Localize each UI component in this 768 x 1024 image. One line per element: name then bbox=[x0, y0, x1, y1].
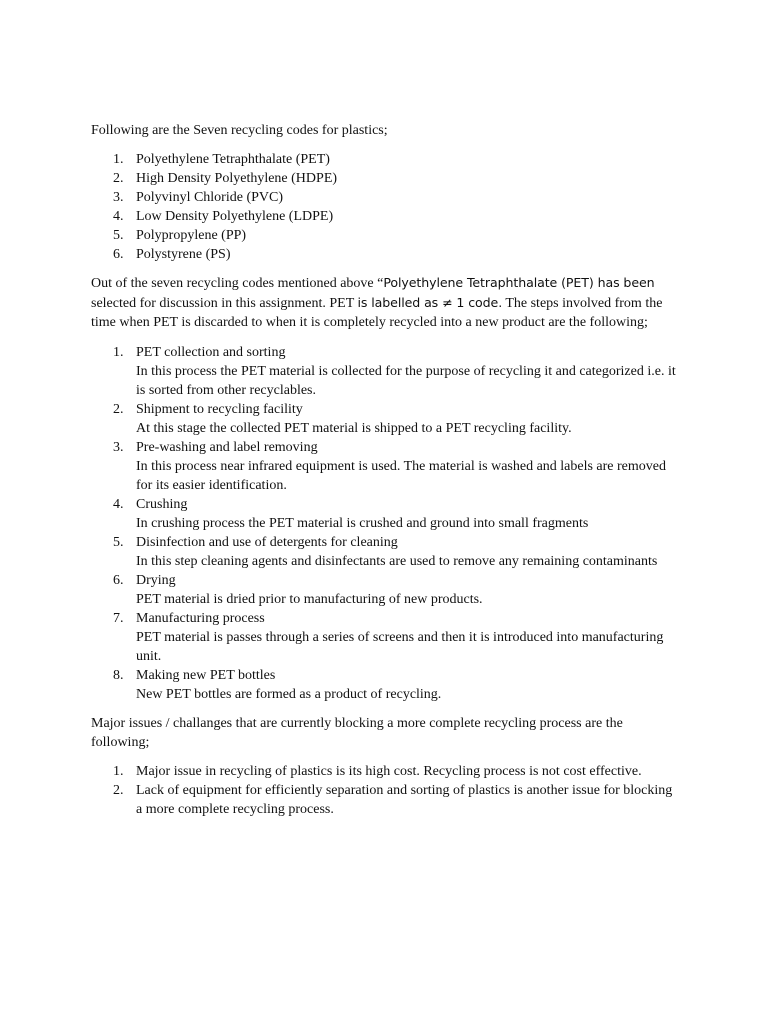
list-number: 1. bbox=[113, 152, 124, 167]
step-title: Pre-washing and label removing bbox=[136, 440, 318, 455]
step-description: At this stage the collected PET material is shipped to a PET recycling facility. bbox=[136, 421, 572, 436]
list-number: 2. bbox=[113, 402, 124, 417]
step-description: PET material is dried prior to manufacturing of new products. bbox=[136, 592, 483, 607]
list-item bbox=[91, 169, 681, 188]
list-number: 3. bbox=[113, 440, 124, 455]
list-item-text: Polystyrene (PS) bbox=[136, 247, 231, 262]
list-item bbox=[91, 438, 681, 495]
list-item bbox=[91, 343, 681, 400]
list-number: 6. bbox=[113, 573, 124, 588]
list-number: 5. bbox=[113, 535, 124, 550]
paragraph-text: The steps involved from the time when PET is discarded to when it is completely recycled into a new product are the following; bbox=[91, 296, 663, 330]
list-number: 7. bbox=[113, 611, 124, 626]
step-title: Crushing bbox=[136, 497, 188, 512]
list-item-text: Lack of equipment for efficiently separation and sorting of plastics is another issue for blocking a more complete recycling process. bbox=[136, 783, 673, 817]
issues-paragraph: Major issues / challanges that are currently blocking a more complete recycling process are the following; bbox=[91, 716, 623, 750]
list-item-text: High Density Polyethylene (HDPE) bbox=[136, 171, 338, 186]
list-number: 8. bbox=[113, 668, 124, 683]
list-item-text: Polypropylene (PP) bbox=[136, 228, 247, 243]
document-page bbox=[91, 121, 681, 819]
list-item-text: Low Density Polyethylene (LDPE) bbox=[136, 209, 334, 224]
step-description: New PET bottles are formed as a product of recycling. bbox=[136, 687, 442, 702]
recycling-steps-list bbox=[91, 343, 681, 704]
step-description: In this process the PET material is collected for the purpose of recycling it and categorized i.e. it is sorted from other recyclables. bbox=[136, 364, 676, 398]
list-item bbox=[91, 400, 681, 438]
list-item bbox=[91, 666, 681, 704]
list-number: 4. bbox=[113, 497, 124, 512]
paragraph-text-alt-font: Polyethylene Tetraphthalate (PET) has been bbox=[383, 275, 655, 290]
list-item bbox=[91, 226, 681, 245]
list-item bbox=[91, 762, 681, 781]
list-item-text: Major issue in recycling of plastics is its high cost. Recycling process is not cost effective. bbox=[136, 764, 642, 779]
list-item bbox=[91, 571, 681, 609]
selection-paragraph bbox=[91, 273, 681, 332]
step-description: PET material is passes through a series of screens and then it is introduced into manufacturing unit. bbox=[136, 630, 664, 664]
list-number: 1. bbox=[113, 764, 124, 779]
step-title: Manufacturing process bbox=[136, 611, 265, 626]
list-item bbox=[91, 609, 681, 666]
step-title: Drying bbox=[136, 573, 176, 588]
step-description: In this process near infrared equipment is used. The material is washed and labels are removed for its easier identification. bbox=[136, 459, 667, 493]
list-item bbox=[91, 207, 681, 226]
paragraph-text: selected for discussion in this assignment. PET bbox=[91, 296, 358, 311]
paragraph-text: Out of the seven recycling codes mentioned above “ bbox=[91, 276, 384, 291]
list-item bbox=[91, 495, 681, 533]
step-title: Shipment to recycling facility bbox=[136, 402, 303, 417]
step-description: In this step cleaning agents and disinfectants are used to remove any remaining contaminants bbox=[136, 554, 658, 569]
recycling-codes-list bbox=[91, 150, 681, 264]
list-item-text: Polyethylene Tetraphthalate (PET) bbox=[136, 152, 330, 167]
intro-paragraph: Following are the Seven recycling codes for plastics; bbox=[91, 123, 388, 138]
issues-list bbox=[91, 762, 681, 819]
list-item bbox=[91, 150, 681, 169]
list-number: 2. bbox=[113, 783, 124, 798]
list-number: 2. bbox=[113, 171, 124, 186]
list-item bbox=[91, 188, 681, 207]
list-item bbox=[91, 781, 681, 819]
list-item bbox=[91, 533, 681, 571]
step-title: PET collection and sorting bbox=[136, 345, 286, 360]
list-number: 5. bbox=[113, 228, 124, 243]
list-item-text: Polyvinyl Chloride (PVC) bbox=[136, 190, 284, 205]
step-description: In crushing process the PET material is crushed and ground into small fragments bbox=[136, 516, 589, 531]
list-number: 1. bbox=[113, 345, 124, 360]
list-item bbox=[91, 245, 681, 264]
step-title: Making new PET bottles bbox=[136, 668, 276, 683]
list-number: 6. bbox=[113, 247, 124, 262]
list-number: 3. bbox=[113, 190, 124, 205]
list-number: 4. bbox=[113, 209, 124, 224]
step-title: Disinfection and use of detergents for cleaning bbox=[136, 535, 398, 550]
paragraph-text-alt-font: is labelled as ≠ 1 code. bbox=[357, 295, 503, 310]
